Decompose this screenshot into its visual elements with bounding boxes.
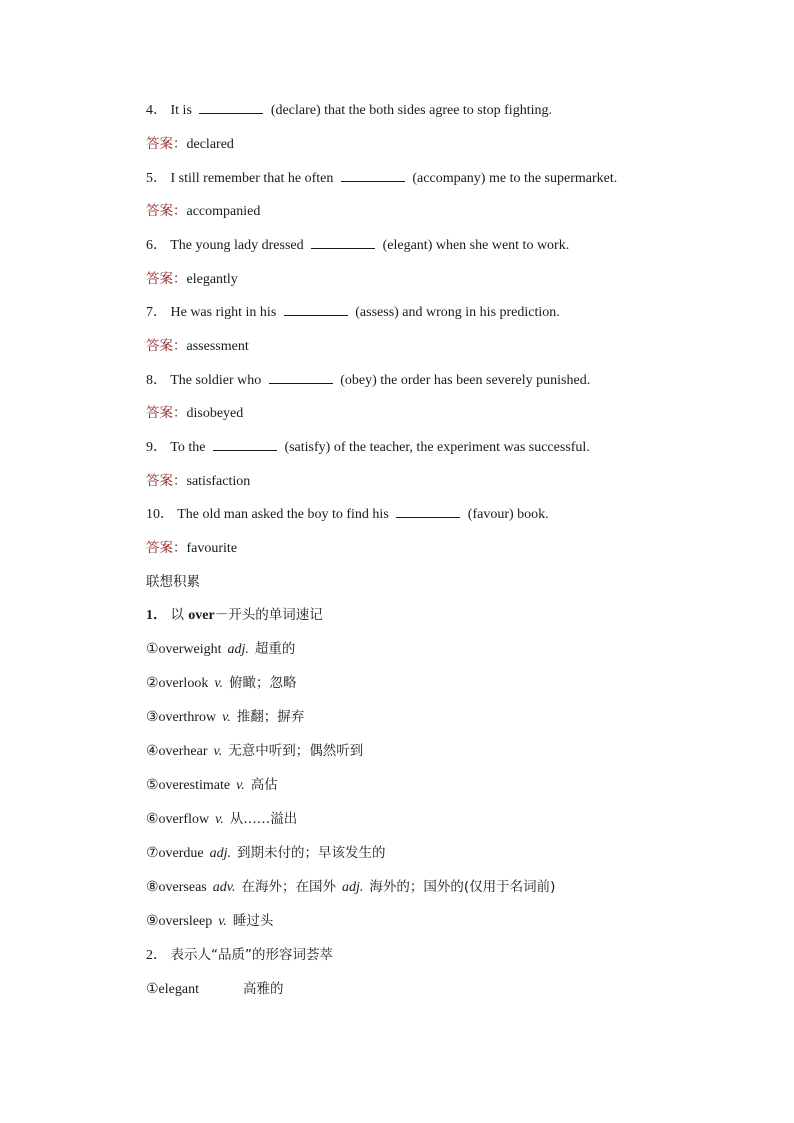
section-heading: 联想积累: [146, 574, 200, 590]
vocab-meaning: 从……溢出: [229, 811, 298, 827]
vocab-word: ⑧overseas: [146, 880, 207, 895]
fill-blank: [396, 505, 460, 518]
subsection-number: 2．: [146, 948, 167, 963]
answer-label: 答案：: [146, 338, 187, 354]
vocab-item: [146, 878, 555, 897]
exercise-item: [146, 505, 549, 524]
answer-line: [146, 472, 250, 491]
sentence-before: The soldier who: [170, 373, 265, 388]
vocab-item: [146, 844, 386, 863]
exercise-item: [146, 236, 569, 255]
part-of-speech: adj.: [341, 880, 364, 895]
item-number: 7．: [146, 305, 167, 320]
vocab-meaning: 在海外；在国外: [241, 879, 336, 895]
item-number: 10．: [146, 507, 174, 522]
answer-label: 答案：: [146, 271, 187, 287]
vocab-item: [146, 674, 297, 693]
vocab-item: [146, 810, 297, 829]
fill-blank: [311, 236, 375, 249]
answer-label: 答案：: [146, 203, 187, 219]
subsection-heading: [146, 606, 323, 625]
exercise-item: [146, 101, 552, 120]
answer-line: [146, 404, 243, 423]
sentence-after: (elegant) when she went to work.: [379, 238, 570, 253]
fill-blank: [199, 101, 263, 114]
part-of-speech: v.: [236, 778, 245, 793]
part-of-speech: v.: [213, 744, 223, 759]
item-number: 4．: [146, 103, 167, 118]
item-number: 9．: [146, 440, 167, 455]
answer-text: accompanied: [186, 204, 261, 219]
exercise-item: [146, 169, 617, 188]
part-of-speech: adj.: [209, 846, 232, 861]
vocab-item: [146, 980, 283, 999]
vocab-meaning: 海外的；国外的(仅用于名词前): [369, 879, 556, 895]
exercise-item: [146, 303, 560, 322]
vocab-item: [146, 742, 363, 761]
part-of-speech: v.: [218, 914, 227, 929]
subsection-prefix: 以: [170, 607, 189, 623]
answer-line: [146, 539, 237, 558]
answer-text: disobeyed: [186, 406, 244, 421]
vocab-word: ①elegant: [146, 982, 199, 997]
vocab-meaning: 超重的: [254, 641, 296, 657]
vocab-meaning: 高雅的: [242, 981, 284, 997]
sentence-before: The young lady dressed: [170, 238, 308, 253]
answer-text: favourite: [186, 541, 238, 556]
part-of-speech: adj.: [227, 642, 249, 657]
vocab-word: ①overweight: [146, 642, 222, 657]
item-number: 6．: [146, 238, 167, 253]
sentence-before: It is: [170, 103, 196, 118]
vocab-meaning: 到期未付的；早该发生的: [237, 845, 386, 861]
sentence-after: (favour) book.: [464, 507, 549, 522]
sentence-after: (obey) the order has been severely punished.: [336, 373, 591, 388]
vocab-item: [146, 776, 278, 795]
answer-label: 答案：: [146, 136, 187, 152]
exercise-item: [146, 438, 590, 457]
sentence-before: The old man asked the boy to find his: [177, 507, 393, 522]
vocab-word: ②overlook: [146, 676, 209, 691]
vocab-item: [146, 708, 304, 727]
subsection-heading: [146, 946, 333, 965]
sentence-before: I still remember that he often: [170, 171, 337, 186]
part-of-speech: adv.: [212, 880, 236, 895]
vocab-word: ③overthrow: [146, 710, 217, 725]
exercise-item: [146, 371, 590, 390]
vocab-item: [146, 640, 295, 659]
vocab-word: ⑥overflow: [146, 812, 210, 827]
answer-label: 答案：: [146, 405, 187, 421]
answer-text: elegantly: [186, 272, 238, 287]
subsection-title: 表示人“品质”的形容词荟萃: [170, 947, 333, 963]
answer-line: [146, 135, 234, 154]
sentence-after: (assess) and wrong in his prediction.: [351, 305, 560, 320]
answer-line: [146, 337, 249, 356]
answer-line: [146, 202, 260, 221]
sentence-before: To the: [170, 440, 209, 455]
fill-blank: [284, 303, 348, 316]
answer-label: 答案：: [146, 540, 187, 556]
vocab-word: ⑤overestimate: [146, 778, 231, 793]
sentence-after: (declare) that the both sides agree to stop fighting.: [267, 103, 552, 118]
answer-text: assessment: [186, 339, 249, 354]
vocab-word: ⑦overdue: [146, 846, 204, 861]
sentence-after: (satisfy) of the teacher, the experiment was successful.: [280, 440, 590, 455]
answer-text: declared: [186, 137, 234, 152]
answer-line: [146, 270, 238, 289]
vocab-meaning: 推翻；摒弃: [236, 709, 305, 725]
fill-blank: [341, 169, 405, 182]
sentence-before: He was right in his: [170, 305, 280, 320]
vocab-item: [146, 912, 273, 931]
sentence-after: (accompany) me to the supermarket.: [408, 171, 618, 186]
item-number: 5．: [146, 171, 167, 186]
fill-blank: [269, 371, 333, 384]
part-of-speech: v.: [222, 710, 231, 725]
part-of-speech: v.: [215, 812, 224, 827]
subsection-number: 1．: [146, 608, 167, 623]
vocab-meaning: 睡过头: [232, 913, 274, 929]
answer-label: 答案：: [146, 473, 187, 489]
subsection-suffix: －开头的单词速记: [214, 607, 323, 623]
vocab-meaning: 俯瞰；忽略: [229, 675, 297, 691]
answer-text: satisfaction: [186, 474, 251, 489]
fill-blank: [213, 438, 277, 451]
part-of-speech: v.: [214, 676, 224, 691]
item-number: 8．: [146, 373, 167, 388]
vocab-meaning: 高估: [250, 777, 278, 793]
vocab-word: ⑨oversleep: [146, 914, 213, 929]
vocab-word: ④overhear: [146, 744, 208, 759]
vocab-meaning: 无意中听到；偶然听到: [228, 743, 364, 759]
subsection-keyword: over: [188, 608, 215, 623]
